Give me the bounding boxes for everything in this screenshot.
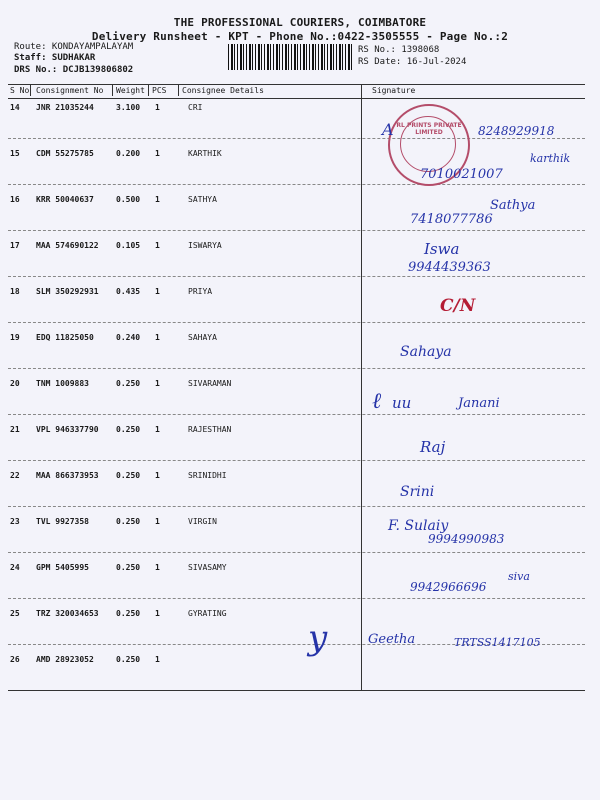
signature-divider	[361, 84, 362, 690]
row-sno: 14	[10, 103, 20, 112]
row-consignee: KARTHIK	[188, 149, 222, 158]
row-separator	[8, 322, 585, 323]
table-header-border	[8, 98, 585, 99]
row-weight: 0.435	[116, 287, 141, 296]
col-header-pcs: PCS	[152, 86, 167, 95]
row-weight: 0.250	[116, 655, 141, 664]
row-weight: 0.250	[116, 425, 141, 434]
barcode	[228, 44, 354, 70]
row-separator	[8, 184, 585, 185]
table-top-border	[8, 84, 585, 85]
col-header-signature: Signature	[372, 86, 416, 95]
col-divider	[30, 84, 31, 96]
col-header-consignment: Consignment No	[36, 86, 104, 95]
signature-r16-phone: 7418077786	[410, 212, 493, 227]
row-consignee: ISWARYA	[188, 241, 222, 250]
signature-r17-phone: 9944439363	[408, 260, 491, 275]
signature-r19-name: Sahaya	[400, 344, 452, 360]
signature-r21-name: Raj	[420, 438, 446, 456]
row-consignment-no: GPM 5405995	[36, 563, 89, 572]
row-pcs: 1	[155, 333, 160, 342]
row-weight: 0.250	[116, 379, 141, 388]
row-pcs: 1	[155, 379, 160, 388]
row-weight: 0.250	[116, 609, 141, 618]
row-consignee: SIVASAMY	[188, 563, 227, 572]
row-weight: 0.105	[116, 241, 141, 250]
row-pcs: 1	[155, 149, 160, 158]
drs-label: DRS No.: DCJB139806802	[14, 65, 134, 75]
signature-r25-number: TRTSS1417105	[454, 636, 541, 649]
row-sno: 19	[10, 333, 20, 342]
row-separator	[8, 276, 585, 277]
row-consignee: SAHAYA	[188, 333, 217, 342]
signature-r23-phone: 9994990983	[428, 532, 505, 546]
row-sno: 17	[10, 241, 20, 250]
row-pcs: 1	[155, 195, 160, 204]
row-sno: 15	[10, 149, 20, 158]
row-weight: 0.250	[116, 471, 141, 480]
signature-r23-name: F. Sulaiy	[388, 518, 449, 534]
row-pcs: 1	[155, 517, 160, 526]
col-header-consignee: Consignee Details	[182, 86, 264, 95]
row-consignment-no: EDQ 11825050	[36, 333, 94, 342]
row-separator	[8, 138, 585, 139]
row-consignment-no: TRZ 320034653	[36, 609, 99, 618]
signature-r18-cn: C/N	[440, 296, 476, 316]
row-separator	[8, 414, 585, 415]
staff-label: Staff: SUDHAKAR	[14, 53, 96, 63]
row-consignment-no: SLM 350292931	[36, 287, 99, 296]
row-consignee: SIVARAMAN	[188, 379, 232, 388]
route-label: Route: KONDAYAMPALAYAM	[14, 42, 134, 52]
row-pcs: 1	[155, 287, 160, 296]
company-title: THE PROFESSIONAL COURIERS, COIMBATORE	[173, 16, 427, 29]
signature-r25-y: y	[308, 618, 328, 658]
row-pcs: 1	[155, 655, 160, 664]
signature-r15-name: karthik	[530, 152, 571, 165]
signature-r25-name: Geetha	[368, 632, 416, 647]
row-consignment-no: CDM 55275785	[36, 149, 94, 158]
row-consignment-no: KRR 50040637	[36, 195, 94, 204]
signature-r20-scribble: uu	[392, 394, 412, 412]
row-separator	[8, 230, 585, 231]
row-sno: 16	[10, 195, 20, 204]
stamp-text: RL PRINTS PRIVATE LIMITED	[396, 122, 462, 136]
signature-r17-name: Iswa	[424, 240, 460, 258]
col-header-weight: Weight	[116, 86, 145, 95]
row-sno: 23	[10, 517, 20, 526]
rs-date: RS Date: 16-Jul-2024	[358, 57, 467, 67]
row-consignment-no: MAA 574690122	[36, 241, 99, 250]
row-sno: 20	[10, 379, 20, 388]
row-weight: 0.240	[116, 333, 141, 342]
signature-r16-name: Sathya	[490, 198, 536, 213]
row-pcs: 1	[155, 241, 160, 250]
col-divider	[112, 84, 113, 96]
col-header-sno: S No	[10, 86, 30, 95]
row-consignee: PRIYA	[188, 287, 213, 296]
signature-r14-initial: A	[382, 120, 394, 139]
col-divider	[148, 84, 149, 96]
row-weight: 0.250	[116, 517, 141, 526]
row-weight: 0.200	[116, 149, 141, 158]
row-sno: 22	[10, 471, 20, 480]
row-pcs: 1	[155, 103, 160, 112]
row-separator	[8, 368, 585, 369]
row-consignee: RAJESTHAN	[188, 425, 232, 434]
col-divider	[178, 84, 179, 96]
row-pcs: 1	[155, 471, 160, 480]
runsheet-subtitle: Delivery Runsheet - KPT - Phone No.:0422-3505555 - Page No.:2	[91, 30, 509, 43]
row-sno: 25	[10, 609, 20, 618]
signature-r20-name: Janani	[458, 396, 500, 411]
row-pcs: 1	[155, 563, 160, 572]
row-pcs: 1	[155, 425, 160, 434]
row-separator	[8, 460, 585, 461]
signature-r24-phone: 9942966696	[410, 580, 487, 594]
signature-r24-name: siva	[508, 570, 530, 583]
signature-r15-phone: 7010021007	[420, 167, 503, 182]
row-weight: 0.250	[116, 563, 141, 572]
row-consignment-no: VPL 946337790	[36, 425, 99, 434]
table-bottom-border	[8, 690, 585, 691]
rs-number: RS No.: 1398068	[358, 45, 440, 55]
signature-r20-mark: ℓ	[372, 389, 382, 414]
row-sno: 18	[10, 287, 20, 296]
row-consignment-no: TNM 1009883	[36, 379, 89, 388]
row-consignment-no: TVL 9927358	[36, 517, 89, 526]
row-separator	[8, 506, 585, 507]
row-consignment-no: AMD 28923052	[36, 655, 94, 664]
row-consignment-no: JNR 21035244	[36, 103, 94, 112]
row-weight: 0.500	[116, 195, 141, 204]
row-sno: 26	[10, 655, 20, 664]
row-sno: 21	[10, 425, 20, 434]
signature-r22-name: Srini	[400, 484, 435, 500]
row-consignee: GYRATING	[188, 609, 227, 618]
row-consignee: SATHYA	[188, 195, 217, 204]
row-weight: 3.100	[116, 103, 141, 112]
row-consignee: SRINIDHI	[188, 471, 227, 480]
row-pcs: 1	[155, 609, 160, 618]
signature-r14-phone: 8248929918	[478, 124, 555, 138]
row-consignee: CRI	[188, 103, 203, 112]
row-separator	[8, 598, 585, 599]
row-consignment-no: MAA 866373953	[36, 471, 99, 480]
row-consignee: VIRGIN	[188, 517, 217, 526]
row-separator	[8, 552, 585, 553]
row-sno: 24	[10, 563, 20, 572]
